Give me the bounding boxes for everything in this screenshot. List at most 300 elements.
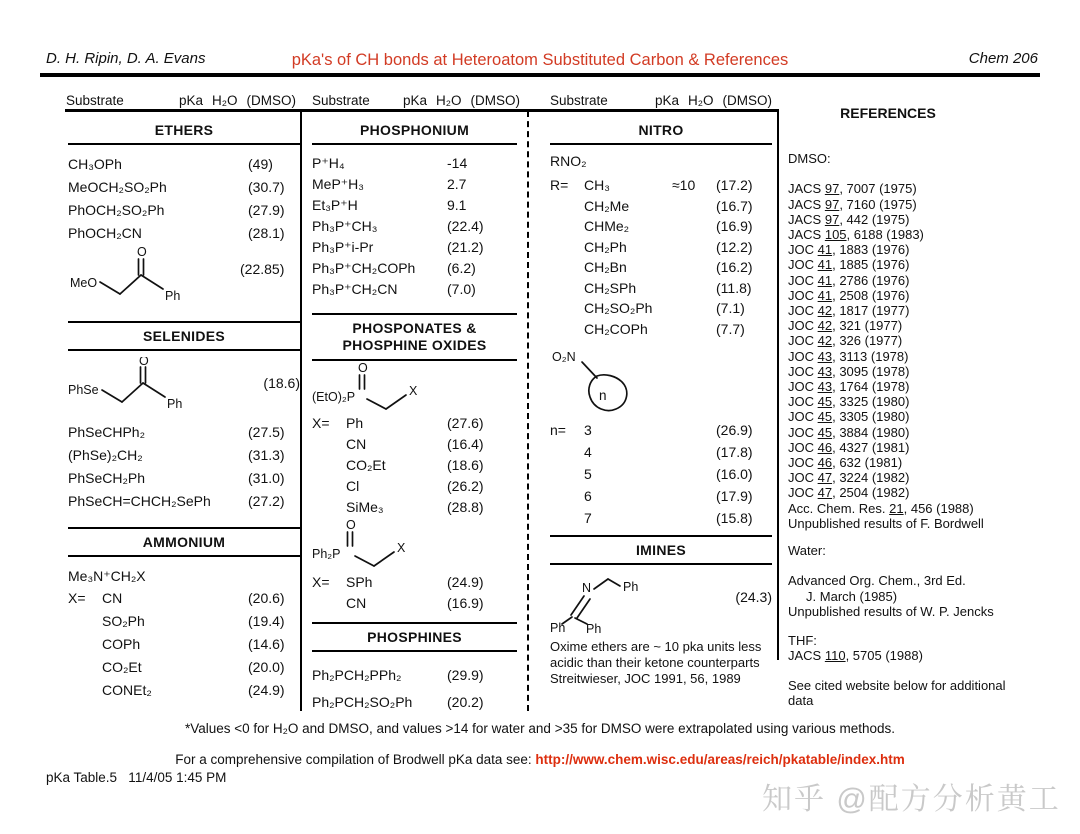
- reference-text: , 6188 (1983): [846, 227, 924, 243]
- reference-text: JOC: [788, 424, 818, 440]
- reference-item: [788, 558, 1020, 573]
- reference-volume: 42: [817, 303, 833, 319]
- row-prefix: X=: [312, 574, 330, 590]
- substrate-row: [68, 587, 300, 610]
- dmso-value: (24.9): [447, 574, 484, 590]
- reference-item: [788, 318, 1020, 333]
- dmso-header: (DMSO): [246, 93, 296, 108]
- substrate-row: [68, 679, 300, 702]
- dmso-value: (16.0): [716, 466, 753, 482]
- reference-item: [788, 394, 1020, 409]
- table-top-rule: [65, 109, 779, 112]
- substrate-row: [550, 175, 772, 196]
- authors-label: D. H. Ripin, D. A. Evans: [46, 50, 206, 67]
- substrate-row: [312, 216, 517, 237]
- x-label: X: [409, 384, 418, 398]
- reference-volume: 41: [817, 242, 833, 258]
- reference-volume: 42: [817, 318, 833, 334]
- section-title-ethers: ETHERS: [68, 114, 300, 145]
- row-prefix: X=: [68, 590, 86, 606]
- h2o-value: ≈10: [672, 177, 696, 193]
- row-prefix: [550, 441, 584, 463]
- row-prefix: X=: [312, 415, 330, 431]
- h2o-header: H₂O: [688, 93, 714, 108]
- compilation-prefix: For a comprehensive compilation of Brodwell pKa data see:: [175, 752, 536, 767]
- reference-item: [788, 349, 1020, 364]
- reference-item: [788, 166, 1020, 181]
- dmso-value: (19.4): [248, 613, 285, 629]
- reference-text: J. March (1985): [788, 588, 898, 604]
- row-prefix: [550, 485, 584, 507]
- row-prefix: [550, 278, 584, 299]
- nitro-ring-rows: [550, 419, 772, 529]
- reference-item: [788, 227, 1020, 242]
- pka-header: pKa: [654, 93, 679, 108]
- dmso-value: (16.7): [716, 197, 753, 214]
- substrate-name: CH₃: [584, 177, 610, 193]
- substrate-row: [312, 572, 517, 593]
- o2n-label: O₂N: [552, 350, 576, 364]
- substrate-row: [68, 199, 300, 222]
- reference-item: [788, 212, 1020, 227]
- reference-text: JOC: [788, 363, 818, 379]
- solvent-label: DMSO:: [788, 151, 831, 166]
- substrate-name: Ph₃P⁺CH₂COPh: [312, 260, 416, 276]
- substrate-name: SiMe₃: [346, 499, 384, 515]
- dmso-value: (17.9): [716, 488, 753, 504]
- reference-text: , 2786 (1976): [832, 272, 910, 288]
- reference-text: JOC: [788, 257, 818, 273]
- reference-item: [788, 516, 1020, 531]
- reference-text: , 3113 (1978): [832, 348, 909, 364]
- reference-volume: 110: [824, 648, 846, 664]
- substrate-name: CH₂COPh: [584, 320, 648, 337]
- meo-label: MeO: [70, 276, 98, 290]
- reference-volume: 47: [817, 485, 833, 501]
- references-group-water: [788, 543, 1020, 619]
- reference-text: JOC: [788, 348, 818, 364]
- reference-volume: 45: [817, 409, 833, 425]
- ring-size-value: 3: [584, 422, 592, 438]
- reference-text: , 1817 (1977): [832, 303, 910, 319]
- column-header-1: [66, 93, 296, 108]
- column-header-3: [550, 93, 772, 108]
- reference-text: , 2508 (1976): [832, 287, 910, 303]
- structure-drawing: [312, 520, 462, 568]
- substrate-row: [312, 174, 517, 195]
- dmso-value: (7.7): [716, 320, 745, 337]
- dmso-value: (30.7): [248, 179, 285, 195]
- reference-volume: 97: [824, 211, 840, 227]
- substrate-row: [68, 176, 300, 199]
- substrate-name: Et₃P⁺H: [312, 197, 358, 213]
- substrate-name: MeP⁺H₃: [312, 176, 364, 192]
- references-title: REFERENCES: [840, 105, 936, 121]
- oxime-note: [550, 639, 772, 686]
- reference-list: [788, 678, 1020, 709]
- dmso-value: (28.1): [248, 225, 285, 241]
- dmso-value: (17.2): [716, 177, 753, 193]
- reference-volume: 41: [817, 272, 833, 288]
- structure-drawing: [68, 247, 218, 307]
- h2o-header: H₂O: [436, 93, 462, 108]
- reference-item: [788, 273, 1020, 288]
- row-prefix: R=: [550, 177, 569, 193]
- reference-volume: 105: [824, 227, 847, 243]
- phosphonate-rows: [312, 413, 517, 518]
- substrate-row: [312, 455, 517, 476]
- reference-text: , 1764 (1978): [832, 379, 910, 395]
- zhihu-watermark: 知乎 @配方分析黄工: [762, 783, 1061, 816]
- row-prefix: [68, 610, 102, 633]
- substrate-row: [550, 463, 772, 485]
- substrate-row: [550, 257, 772, 278]
- reference-item: [788, 181, 1020, 196]
- dmso-value: (29.9): [447, 667, 484, 683]
- reference-text: , 1885 (1976): [832, 257, 910, 273]
- substrate-row: [550, 419, 772, 441]
- reference-text: [788, 166, 792, 181]
- reference-text: See cited website below for additional: [788, 677, 1006, 693]
- dmso-value: (27.6): [447, 415, 484, 431]
- references-group-more: [788, 678, 1020, 709]
- section-title-selenides: SELENIDES: [68, 321, 300, 351]
- reference-text: , 7007 (1975): [839, 181, 917, 197]
- substrate-name: CO₂Et: [346, 457, 386, 473]
- pka-value: 9.1: [447, 197, 467, 213]
- carbonyl-o-label: O: [137, 247, 147, 259]
- reference-text: , 3095 (1978): [832, 363, 910, 379]
- substrate-row: [68, 633, 300, 656]
- dmso-value: (20.0): [248, 659, 285, 675]
- pka-value: (21.2): [447, 239, 484, 255]
- methoxy-ketone-structure: [68, 247, 300, 309]
- substrate-row: [550, 485, 772, 507]
- column-header-2: [312, 93, 520, 108]
- reference-volume: 45: [817, 424, 833, 440]
- pka-header: pKa: [178, 93, 203, 108]
- reference-text: , 442 (1975): [839, 211, 910, 227]
- dmso-value: (15.8): [716, 510, 753, 526]
- note-line: acidic than their ketone counterparts: [550, 654, 760, 670]
- compilation-line: [0, 752, 1080, 767]
- ring-size-label: n: [599, 388, 607, 403]
- substrate-name: SPh: [346, 574, 373, 590]
- substrate-name: CN: [346, 436, 367, 452]
- dmso-value: (16.9): [716, 218, 753, 234]
- substrate-row: [68, 610, 300, 633]
- substrate-name: CH₂SO₂Ph: [584, 300, 653, 316]
- reference-text: JACS: [788, 181, 825, 197]
- substrate-header: Substrate: [66, 93, 124, 108]
- phse-ketone-structure: [68, 357, 300, 413]
- substrate-name: MeOCH₂SO₂Ph: [68, 179, 167, 195]
- substrate-name: SO₂Ph: [102, 613, 145, 629]
- dmso-value: (27.5): [248, 424, 285, 440]
- dmso-header: (DMSO): [722, 93, 772, 108]
- substrate-header: Substrate: [550, 93, 608, 108]
- ring-size-value: 5: [584, 466, 592, 482]
- substrate-row: [312, 434, 517, 455]
- reference-item: [788, 364, 1020, 379]
- reference-list: [788, 558, 1020, 619]
- reference-item: [788, 242, 1020, 257]
- substrate-row: [312, 476, 517, 497]
- dmso-value: (27.9): [248, 202, 285, 218]
- reference-text: , 456 (1988): [903, 500, 974, 516]
- n-label: N: [582, 581, 592, 595]
- substrate-row: [550, 441, 772, 463]
- dmso-value: (22.85): [240, 261, 285, 277]
- substrate-row: [312, 662, 517, 689]
- phosphonate-structure: [312, 363, 517, 411]
- substrate-row: [312, 237, 517, 258]
- reference-item: [788, 303, 1020, 318]
- dmso-value: (26.9): [716, 422, 753, 438]
- dmso-value: (31.3): [248, 447, 285, 463]
- reference-text: , 3325 (1980): [832, 394, 910, 410]
- dmso-value: (31.0): [248, 470, 285, 486]
- reference-volume: 41: [817, 257, 833, 273]
- substrate-name: PhOCH₂SO₂Ph: [68, 202, 165, 218]
- substrate-name: PhOCH₂CN: [68, 225, 142, 241]
- structure-drawing: [550, 345, 710, 415]
- ph-label: Ph: [550, 621, 566, 633]
- pka-value: (6.2): [447, 260, 476, 276]
- pka-header: pKa: [402, 93, 427, 108]
- substrate-row: [550, 216, 772, 237]
- reference-item: [788, 440, 1020, 455]
- pkatable-link[interactable]: http://www.chem.wisc.edu/areas/reich/pkatable/index.htm: [535, 752, 905, 767]
- substrate-name: CN: [346, 595, 367, 611]
- substrate-name: Ph₃P⁺i-Pr: [312, 239, 374, 255]
- x-label: X: [397, 541, 406, 555]
- ph-label: Ph: [586, 622, 602, 633]
- substrate-name: Ph₃P⁺CH₃: [312, 218, 378, 234]
- reference-text: , 1883 (1976): [832, 242, 910, 258]
- reference-text: , 4327 (1981): [832, 439, 910, 455]
- reference-volume: 43: [817, 363, 833, 379]
- ammonium-lead-formula: Me₃N⁺CH₂X: [68, 568, 146, 584]
- reference-volume: 43: [817, 379, 833, 395]
- row-prefix: [550, 257, 584, 278]
- row-prefix: [550, 237, 584, 258]
- course-label: Chem 206: [968, 50, 1038, 67]
- section-title-phosphonium: PHOSPHONIUM: [312, 114, 517, 145]
- solvent-label: Water:: [788, 543, 826, 559]
- section-title-line2: PHOSPHINE OXIDES: [342, 337, 487, 353]
- reference-text: JOC: [788, 409, 818, 425]
- dmso-value: (14.6): [248, 636, 285, 652]
- page-title: pKa's of CH bonds at Heteroatom Substituted Carbon & References: [291, 51, 789, 69]
- reference-text: JOC: [788, 333, 818, 349]
- note-line: Oxime ethers are ~ 10 pka units less: [550, 639, 762, 654]
- substrate-row: [312, 593, 517, 614]
- substrate-name: PhSeCH₂Ph: [68, 470, 146, 486]
- reference-text: JACS: [788, 227, 825, 243]
- reference-item: [788, 197, 1020, 212]
- structure-drawing: [550, 571, 700, 633]
- dmso-value: (17.8): [716, 444, 753, 460]
- row-prefix: [312, 593, 346, 614]
- substrate-row: [312, 413, 517, 434]
- substrate-row: [68, 467, 300, 490]
- nitro-lead-formula: RNO₂: [550, 153, 587, 169]
- p-oxide-o-label: O: [346, 520, 356, 532]
- reference-item: [788, 589, 1020, 604]
- phosphine-oxide-structure: [312, 520, 517, 568]
- substrate-name: Ph₃P⁺CH₂CN: [312, 281, 398, 297]
- substrate-row: [312, 153, 517, 174]
- reference-text: JOC: [788, 318, 818, 334]
- reference-volume: 42: [817, 333, 833, 349]
- reference-item: [788, 573, 1020, 588]
- reference-volume: 97: [824, 181, 840, 197]
- dmso-value: (16.4): [447, 436, 484, 452]
- structure-drawing: [68, 357, 218, 413]
- reference-text: JOC: [788, 439, 818, 455]
- reference-text: [788, 558, 792, 573]
- substrate-name: CHMe₂: [584, 218, 630, 234]
- substrate-row: [68, 153, 300, 176]
- dmso-value: (20.6): [248, 590, 285, 606]
- reference-text: Advanced Org. Chem., 3rd Ed.: [788, 573, 966, 589]
- row-prefix: [550, 196, 584, 217]
- reference-text: Unpublished results of F. Bordwell: [788, 515, 984, 531]
- references-group-thf: [788, 633, 1020, 663]
- ring-size-value: 7: [584, 510, 592, 526]
- nitrocycloalkane-structure: [550, 345, 772, 415]
- substrate-row: [312, 258, 517, 279]
- substrate-row: [550, 507, 772, 529]
- reference-item: [788, 409, 1020, 424]
- dmso-value: (7.1): [716, 300, 745, 316]
- reference-text: JOC: [788, 303, 818, 319]
- reference-text: Unpublished results of W. P. Jencks: [788, 603, 994, 619]
- substrate-name: Ph₂PCH₂PPh₂: [312, 667, 402, 683]
- substrate-row: [550, 278, 772, 299]
- substrate-name: P⁺H₄: [312, 155, 345, 171]
- nitro-rows: [550, 175, 772, 339]
- row-prefix: [68, 633, 102, 656]
- ph-label: Ph: [623, 580, 639, 594]
- ph-label: Ph: [167, 397, 183, 411]
- substrate-row: [312, 689, 517, 716]
- substrate-name: CH₂SPh: [584, 279, 637, 296]
- row-prefix: [550, 319, 584, 340]
- pka-value: -14: [447, 155, 468, 171]
- phosphonium-rows: [312, 153, 517, 300]
- dmso-value: (27.2): [248, 493, 285, 509]
- phosphine-oxide-rows: [312, 572, 517, 614]
- row-prefix: [550, 216, 584, 237]
- dmso-value: (16.9): [447, 595, 484, 611]
- ph2p-label: Ph₂P: [312, 547, 341, 561]
- substrate-name: Ph: [346, 415, 364, 431]
- reference-volume: 46: [817, 455, 833, 471]
- reference-item: [788, 501, 1020, 516]
- references-panel: [788, 105, 1020, 709]
- reference-list: [788, 648, 1020, 663]
- section-title-ammonium: AMMONIUM: [68, 527, 300, 557]
- row-prefix: [68, 679, 102, 702]
- substrate-name: COPh: [102, 636, 141, 652]
- selenides-rows: [68, 421, 300, 513]
- dmso-value: (24.9): [248, 682, 285, 698]
- eto2p-label: (EtO)₂P: [312, 390, 356, 404]
- substrate-name: CH₃OPh: [68, 156, 122, 172]
- dmso-value: (12.2): [716, 238, 753, 255]
- reference-text: , 321 (1977): [832, 318, 903, 334]
- row-prefix: [550, 507, 584, 529]
- reference-text: JACS: [788, 211, 825, 227]
- reference-volume: 46: [817, 439, 833, 455]
- substrate-name: CONEt₂: [102, 682, 152, 698]
- reference-item: [788, 425, 1020, 440]
- substrate-row: [68, 656, 300, 679]
- substrate-row: [312, 195, 517, 216]
- dmso-value: (18.6): [263, 375, 300, 391]
- substrate-name: PhSeCH=CHCH₂SePh: [68, 493, 211, 509]
- phosphines-rows: [312, 662, 517, 716]
- ring-size-value: 4: [584, 444, 592, 460]
- dmso-value: (24.3): [735, 589, 772, 605]
- column-ethers-selenides-ammonium: [68, 114, 300, 702]
- phse-label: PhSe: [68, 383, 99, 397]
- reference-text: JOC: [788, 485, 818, 501]
- reference-text: , 326 (1977): [832, 333, 903, 349]
- row-prefix: n=: [550, 422, 566, 438]
- extrapolation-footnote: *Values <0 for H₂O and DMSO, and values >14 for water and >35 for DMSO were extrapolated using various methods.: [185, 721, 895, 736]
- note-line: Streitwieser, JOC 1991, 56, 1989: [550, 670, 741, 686]
- reference-text: , 3884 (1980): [832, 424, 910, 440]
- substrate-row: [550, 196, 772, 217]
- reference-volume: 45: [817, 394, 833, 410]
- row-prefix: [550, 298, 584, 319]
- reference-item: [788, 333, 1020, 348]
- reference-volume: 47: [817, 470, 833, 486]
- pka-value: (7.0): [447, 281, 476, 297]
- p-oxide-o-label: O: [358, 363, 368, 375]
- row-prefix: [68, 656, 102, 679]
- page-label: pKa Table.5 11/4/05 1:45 PM: [46, 770, 227, 785]
- reference-text: Acc. Chem. Res.: [788, 500, 890, 516]
- reference-list: [788, 166, 1020, 531]
- row-prefix: [312, 497, 346, 518]
- header-rule: [40, 73, 1040, 77]
- section-title-phosphines: PHOSPHINES: [312, 622, 517, 652]
- substrate-row: [550, 298, 772, 319]
- substrate-row: [68, 444, 300, 467]
- reference-text: JOC: [788, 272, 818, 288]
- reference-text: JACS: [788, 648, 825, 664]
- column-divider-3: [777, 111, 779, 660]
- ring-size-value: 6: [584, 488, 592, 504]
- reference-item: [788, 288, 1020, 303]
- reference-volume: 97: [824, 196, 840, 212]
- reference-text: JOC: [788, 287, 818, 303]
- dmso-header: (DMSO): [470, 93, 520, 108]
- substrate-name: (PhSe)₂CH₂: [68, 447, 143, 463]
- dmso-value: (26.2): [447, 478, 484, 494]
- column-divider-dashed: [527, 111, 529, 711]
- dmso-value: (49): [248, 156, 273, 172]
- reference-text: JOC: [788, 394, 818, 410]
- reference-text: JOC: [788, 379, 818, 395]
- solvent-label: THF:: [788, 633, 817, 649]
- dmso-value: (20.2): [447, 694, 484, 710]
- h2o-header: H₂O: [212, 93, 238, 108]
